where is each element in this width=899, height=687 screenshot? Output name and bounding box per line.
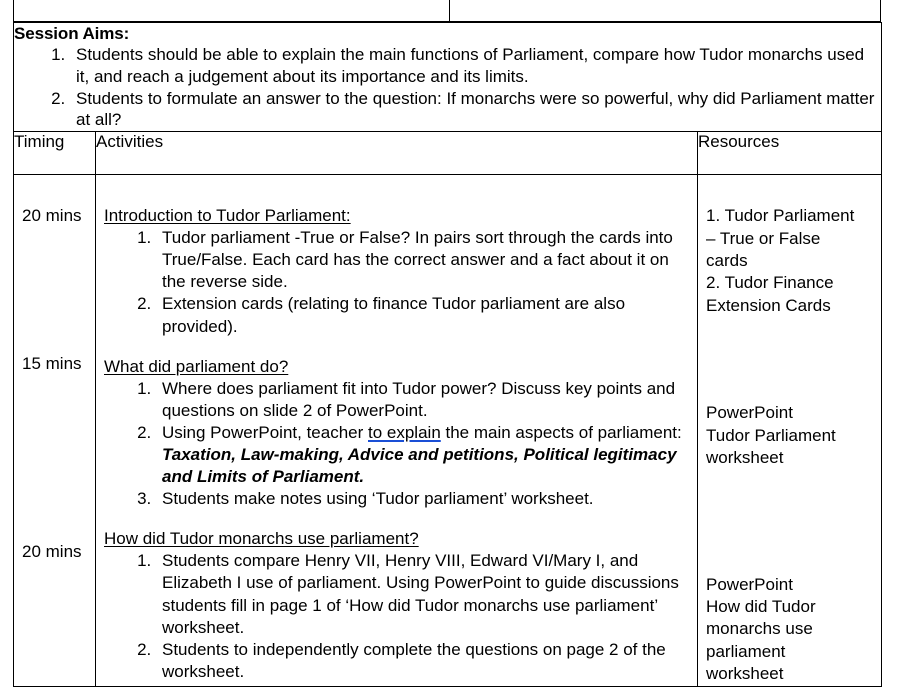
resource-line: Tudor Parliament [706,425,836,445]
activity-item: 2. Students to independently complete the questions on page 2 of the worksheet. [156,639,693,683]
resource-line: How did Tudor [706,597,816,617]
activity-heading-2: What did parliament do? [104,356,289,376]
session-aims-row [14,23,882,132]
timing-value-2: 15 mins [22,354,82,374]
top-partial-cell-left [14,0,450,21]
activity-item: 1. Students compare Henry VII, Henry VIII, Edward VI/Mary I, and Elizabeth I use of parliament. Using PowerPoint to guide discussions students fill in page 1 of ‘How did Tudor monarchs use parliament’ worksheet. [156,550,693,638]
to-explain-link[interactable]: to explain [368,422,441,442]
activity-section-2 [96,356,697,511]
activity-section-1 [96,205,697,338]
resource-line: PowerPoint [706,574,793,594]
resources-section-3 [698,574,881,686]
activity-item: 2. Extension cards (relating to finance Tudor parliament are also provided). [156,293,693,337]
activity-item-emphasis: Taxation, Law-making, Advice and petitions, Political legitimacy and Limits of Parliament. [162,445,677,487]
column-header-resources: Resources [698,132,882,175]
resource-line: – True or False [706,228,821,248]
resource-line: 1. Tudor Parliament [706,206,855,226]
top-partial-table-row [13,0,881,22]
activity-item: 3. Students make notes using ‘Tudor parliament’ worksheet. [156,488,693,510]
resource-line: monarchs use [706,619,813,639]
activity-heading-1: Introduction to Tudor Parliament: [104,206,351,226]
resources-column [698,175,882,687]
resource-line: parliament [706,641,786,661]
activity-item: 1. Tudor parliament -True or False? In pairs sort through the cards into True/False. Each card has the correct answer and a fact about it on the reverse side. [156,227,693,293]
activity-heading-3: How did Tudor monarchs use parliament? [104,529,419,549]
timing-value-1: 20 mins [22,206,82,226]
table-body-row [14,175,882,687]
activity-section-3 [96,528,697,683]
resource-line: cards [706,250,748,270]
resources-section-1 [698,205,881,317]
session-aim-item: 1. Students should be able to explain the main functions of Parliament, compare how Tudor monarchs used it, and reach a judgement about its importance and its limits. [70,44,881,88]
resource-line: worksheet [706,448,784,468]
lesson-plan-table [13,22,882,687]
resource-line: worksheet [706,664,784,684]
session-aims-cell [14,23,882,132]
activity-list-2 [104,378,693,511]
activity-item-middle: the main aspects of parliament: [440,422,682,442]
resource-line: Extension Cards [706,295,831,315]
column-header-activities: Activities [96,132,698,175]
activity-list-3 [104,550,693,683]
top-partial-cell-right [450,0,880,21]
session-aims-title: Session Aims: [14,24,130,43]
table-header-row [14,132,882,175]
column-header-timing: Timing [14,132,96,175]
timing-value-3: 20 mins [22,542,82,562]
session-aim-item: 2. Students to formulate an answer to the question: If monarchs were so powerful, why did Parliament matter at all? [70,88,881,132]
activity-item: 1. Where does parliament fit into Tudor power? Discuss key points and questions on slide 2 of PowerPoint. [156,378,693,422]
resource-line: PowerPoint [706,403,793,423]
resources-section-2 [698,402,881,469]
activities-column [96,175,698,687]
activity-item-prefix: Using PowerPoint, teacher [162,422,368,442]
session-aims-list [14,44,881,131]
resource-line: 2. Tudor Finance [706,273,834,293]
activity-list-1 [104,227,693,337]
timing-column [14,175,96,687]
activity-item-with-link [156,422,693,488]
